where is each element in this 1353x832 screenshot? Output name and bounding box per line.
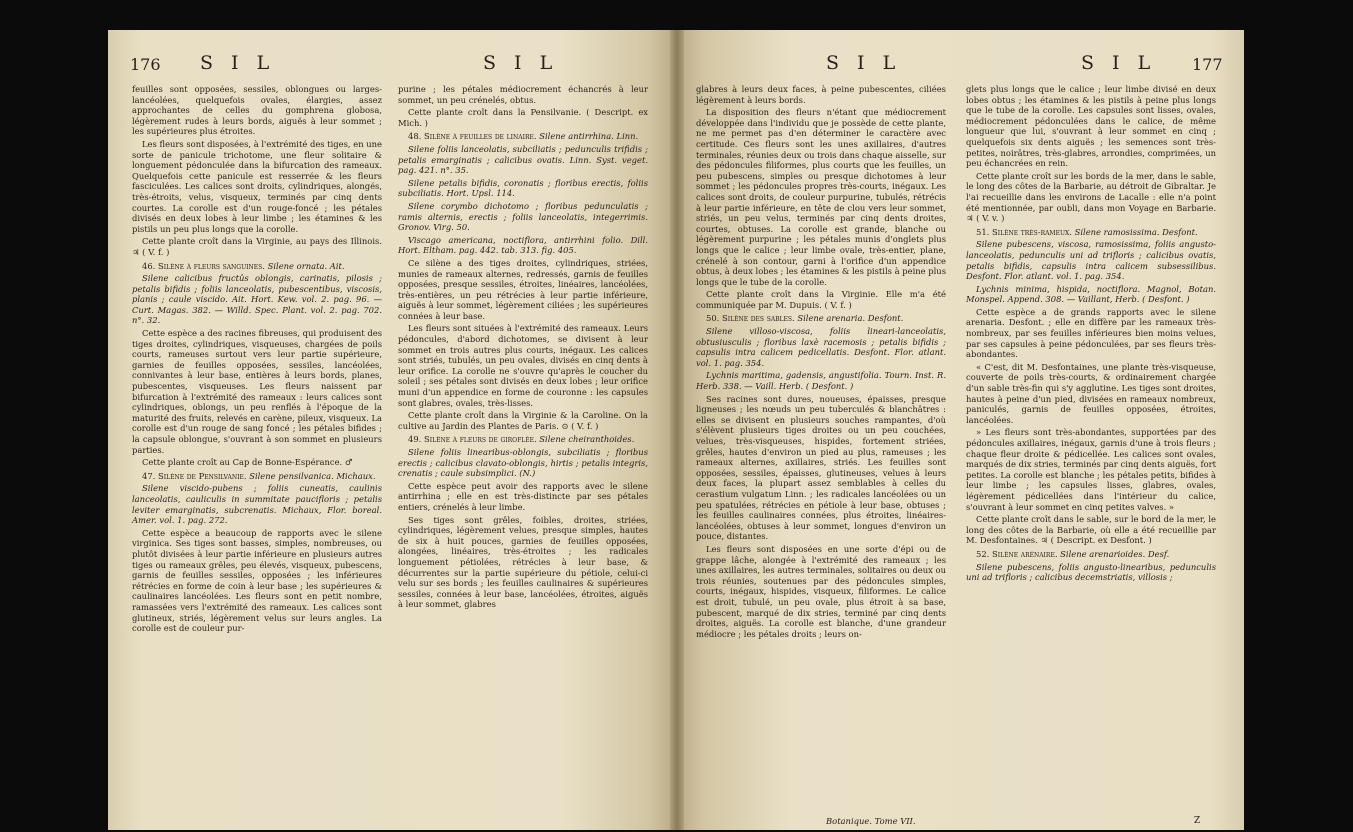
head-word-right-1: S I L xyxy=(826,52,902,74)
species-latin-name: Silene ramosissima. Desfont. xyxy=(1071,226,1198,237)
text-paragraph: Cette plante croît dans la Virginie & la Caroline. On la cultive au Jardin des Plantes de Paris. ⊙ ( V. f. ) xyxy=(398,410,648,431)
species-name: 48. Silène à feuilles de linaire. xyxy=(408,131,537,142)
head-word-left-2: S I L xyxy=(483,52,559,74)
head-word-right-2: S I L xyxy=(1081,52,1157,74)
left-column-1 xyxy=(132,84,382,636)
species-name: 49. Silène à fleurs de giroflée. xyxy=(408,434,537,445)
species-name: 51. Silène très-rameux. xyxy=(976,226,1072,237)
synonymy-paragraph: Silene corymbo dichotomo ; floribus pedunculatis ; ramis alternis, erectis ; foliis lanceolatis, integerrimis. Gronov. Virg. 50. xyxy=(398,200,648,233)
species-entry-heading xyxy=(398,434,648,445)
synonymy-paragraph: Lychnis maritima, gadensis, angustifolia. Tourn. Inst. R. Herb. 338. — Vaill. Herb. ( Desfont. ) xyxy=(696,370,946,392)
synonymy-paragraph: Silene villoso-viscosa, foliis lineari-lanceolatis, obtusiusculis ; floribus laxè racemosis ; petalis bifidis ; capsulis intra calicem pedicellatis. Desfont. Flor. atlant. vol. 1. pag. 354. xyxy=(696,326,946,368)
page-number-right: 177 xyxy=(1192,55,1223,74)
species-entry-heading xyxy=(132,471,382,482)
text-paragraph: glabres à leurs deux faces, à peine pubescentes, ciliées légèrement à leurs bords. xyxy=(696,84,946,105)
book-spread xyxy=(108,30,1245,830)
species-entry-heading xyxy=(966,549,1216,560)
signature-mark: Z xyxy=(1194,816,1201,826)
synonymy-paragraph: Lychnis minima, hispida, noctiflora. Magnol, Botan. Monspel. Append. 308. — Vaillant, Herb. ( Desfont. ) xyxy=(966,283,1216,305)
species-latin-name: Silene arenarioides. Desf. xyxy=(1057,548,1170,559)
right-column-1 xyxy=(696,84,946,641)
text-paragraph: La disposition des fleurs n'étant que médiocrement développée dans l'individu que je possède de cette plante, ne me permet pas d'en déterminer le caractère avec certitude. Ces fleurs sont les unes axillaires, d'autres terminales, réunies deux ou trois dans chaque aisselle, sur des pédoncules filiformes, plus courts que les feuilles, un peu pubescens, simples ou presque dichotomes à leur sommet ; les pédoncules propres très-courts, inégaux. Les calices sont droits, de couleur purpurine, tubulés, rétrécis à leur partie inférieure, en tête de clou vers leur sommet, striés, un peu velus, terminés par cinq dents droites, courtes, obtuses. La corolle est grande, blanche ou légèrement purpurine ; les pétales munis d'onglets plus longs que le calice ; leur limbe ovale, très-entier, plane, crénelé à son contour, garni à l'orifice d'un appendice obtus, à deux lobes ; les étamines & les pistils à peine plus longs que le tube de la corolle. xyxy=(696,107,946,287)
text-paragraph: Cette espèce a beaucoup de rapports avec le silene virginica. Ses tiges sont basses, simples, nombreuses, ou plutôt divisées à leur partie inférieure en plusieurs autres tiges ou rameaux grêles, peu élevés, visqueux, pubescens, garnis de feuilles sessiles, opposées ; les inférieures rétrécies en forme de coin à leur base ; les supérieures & caulinaires lancéolées. Les fleurs sont en petit nombre, ramassées vers l'extrémité des rameaux. Les calices sont glutineux, striés, légèrement velus sur leurs angles. La corolle est de couleur pur- xyxy=(132,527,382,634)
text-paragraph: glets plus longs que le calice ; leur limbe divisé en deux lobes obtus ; les étamines & les pistils à peine plus longs que le tube de la corolle. Les capsules sont lisses, ovales, médiocrement pédonculées dans le calice, de même longueur que lui, s'ouvrant à leur sommet en cinq ; quelquefois six dents aiguës ; les semences sont très-petites, noirâtres, très-glabres, arrondies, comprimées, un peu échancrées en rein. xyxy=(966,84,1216,169)
synonymy-paragraph: Silene foliis linearibus-oblongis, subciliatis ; floribus erectis ; calicibus clavato-oblongis, hirtis ; petalis integris, crenatis ; caule subsimplici. (N.) xyxy=(398,447,648,479)
text-paragraph: Cette espèce peut avoir des rapports avec le silene antirrhina ; elle en est très-distincte par ses pétales entiers, crénelés à leur limbe. xyxy=(398,480,648,512)
left-page xyxy=(108,30,676,830)
species-name: 46. Silène à fleurs sanguines. xyxy=(142,260,265,271)
text-paragraph: Cette espèce a de grands rapports avec le silene arenaria. Desfont. ; elle en diffère par les rameaux très-nombreux, par ses feuilles inférieures bien moins velues, par ses capsules à peine pédonculées, par ses fleurs très-abondantes. xyxy=(966,306,1216,360)
synonymy-paragraph: Silene viscido-pubens ; foliis cuneatis, caulinis lanceolatis, cauliculis in summitate paucifloris ; petalis leviter emarginatis, subcrenatis. Michaux, Flor. boreal. Amer. vol. 1. pag. 272. xyxy=(132,483,382,526)
text-paragraph: Les fleurs sont disposées, à l'extrémité des tiges, en une sorte de panicule trichotome, une fleur solitaire & longuement pédonculée dans la bifurcation des rameaux. Quelquefois cette panicule est resserrée & les fleurs fasciculées. Les calices sont droits, cylindriques, alongés, très-étroits, velus, visqueux, terminés par cinq dents courtes. La corolle est d'un rouge-foncé ; les pétales divisés en deux lobes à leur limbe ; les étamines & les pistils un peu plus longs que la corolle. xyxy=(132,138,382,234)
species-latin-name: Silene pensilvanica. Michaux. xyxy=(246,470,376,481)
synonymy-paragraph: Viscago americana, noctiflora, antirrhini folio. Dill. Hort. Eltham. pag. 442. tab. 313. fig. 405. xyxy=(398,234,648,256)
text-paragraph: purine ; les pétales médiocrement échancrés à leur sommet, un peu crénelés, obtus. xyxy=(398,84,648,105)
book-gutter xyxy=(670,30,684,830)
species-name: 47. Silène de Pensilvanie. xyxy=(142,470,247,481)
species-entry-heading xyxy=(398,131,648,142)
synonymy-paragraph: Silene pubescens, foliis angusto-linearibus, pedunculis uni ad trifloris ; calicibus decemstriatis, villosis ; xyxy=(966,561,1216,583)
volume-footer: Botanique. Tome VII. xyxy=(826,816,916,826)
text-paragraph: Ses tiges sont grêles, foibles, droites, striées, cylindriques, légèrement velues, presque simples, hautes de six à huit pouces, garnies de feuilles opposées, alongées, linéaires, très-étroites ; les radicales longuement pétiolées, rétrécies à leur base, & décurrentes sur la partie supérieure du pétiole, celui-ci velu sur ses bords ; les feuilles caulinaires & supérieures sessiles, connées à leur base, lancéolées, étroites, aiguës à leur sommet, glabres xyxy=(398,514,648,610)
text-paragraph: Cette espèce a des racines fibreuses, qui produisent des tiges droites, cylindriques, visqueuses, chargées de poils courts, rameuses surtout vers leur partie supérieure, garnies de feuilles opposées, sessiles, lancéolées, connivantes à leur base, entières à leurs bords, planes, pubescentes, visqueuses. Les fleurs naissent par bifurcation à l'extrémité des rameaux : leurs calices sont cylindriques, oblongs, un peu renflés à l'époque de la maturité des fruits, relevés en carène, pileux, visqueux. La corolle est d'un rouge de sang foncé ; les pétales bifides ; la capsule oblongue, s'ouvrant à son sommet en plusieurs parties. xyxy=(132,328,382,455)
right-running-head xyxy=(676,52,1244,76)
text-paragraph: Les fleurs sont disposées en une sorte d'épi ou de grappe lâche, alongée à l'extrémité des rameaux ; les unes axillaires, les autres terminales, solitaires ou deux ou trois réunies, soutenues par des pédoncules simples, courts, inégaux, hispides, visqueux, filiformes. Le calice est droit, tubulé, un peu ovale, plus étroit à sa base, pubescent, marqué de dix stries, terminé par cinq dents droites, aiguës. La corolle est blanche, d'une grandeur médiocre ; les pétales droits ; leurs on- xyxy=(696,543,946,639)
synonymy-paragraph: Silene petalis bifidis, coronatis ; floribus erectis, foliis subciliatis. Hort. Upsl. 114. xyxy=(398,177,648,199)
text-paragraph: Cette plante croît dans la Virginie. Elle m'a été communiquée par M. Dupuis. ( V. f. ) xyxy=(696,289,946,310)
synonymy-paragraph: Silene foliis lanceolatis, subciliatis ; pedunculis trifidis ; petalis emarginatis ; calicibus ovatis. Linn. Syst. veget. pag. 421. n°. 35. xyxy=(398,143,648,176)
species-name: 50. Silène des sables. xyxy=(706,313,795,324)
left-running-head xyxy=(108,52,676,76)
text-paragraph: feuilles sont opposées, sessiles, oblongues ou larges-lancéolées, quelquefois ovales, élargies, assez approchantes de celles du gomphrena globosa, légèrement rudes à leurs bords, aiguës à leur sommet ; les supérieures plus étroites. xyxy=(132,84,382,137)
species-latin-name: Silene arenaria. Desfont. xyxy=(794,313,904,324)
page-number-left: 176 xyxy=(130,55,161,74)
species-entry-heading xyxy=(696,313,946,324)
text-paragraph: Ce silène a des tiges droites, cylindriques, striées, munies de rameaux alternes, redressés, garnis de feuilles opposées, presque sessiles, étroites, linéaires, lancéolées, très-entières, un peu rétrécies à leur partie inférieure, aiguës à leur sommet, légèrement ciliées ; les supérieures connées à leur base. xyxy=(398,257,648,321)
species-latin-name: Silene antirrhina. Linn. xyxy=(536,131,639,142)
species-latin-name: Silene ornata. Ait. xyxy=(264,260,345,271)
right-page xyxy=(676,30,1244,830)
synonymy-paragraph: Silene pubescens, viscosa, ramosissima, foliis angusto-lanceolatis, pedunculis uni ad trifloris ; calicibus ovatis, petalis bifidis, capsulis intra calicem subsessilibus. Desfont. Flor. atlant. vol. 1. pag. 354. xyxy=(966,239,1216,282)
species-entry-heading xyxy=(132,261,382,272)
species-latin-name: Silene cheiranthoides. xyxy=(536,434,635,445)
right-column-2 xyxy=(966,84,1216,585)
text-paragraph: Ses racines sont dures, noueuses, épaisses, presque ligneuses ; les nœuds un peu tuberculés & blanchâtres : elles se divisent en plusieurs souches rampantes, d'où s'élèvent plusieurs tiges droites ou un peu couchées, velues, très-visqueuses, hispides, fortement striées, grêles, hautes d'environ un pied au plus, rameuses ; les rameaux alternes, axillaires, striés. Les feuilles sont opposées, sessiles, épaisses, glutineuses, velues à leurs deux faces, la plupart assez semblables à celles du cerastium vulgatum Linn. ; les radicales lancéolées ou un peu spatulées, rétrécies en pétiole à leur base, obtuses ; les feuilles caulinaires connées, plus étroites, linéaires-lancéolées, obtuses à leur sommet, longues d'environ un pouce, distantes. xyxy=(696,393,946,542)
text-paragraph: Cette plante croît dans la Pensilvanie. ( Descript. ex Mich. ) xyxy=(398,107,648,128)
species-name: 52. Silène arénaire. xyxy=(976,548,1058,559)
text-paragraph: Cette plante croît au Cap de Bonne-Espérance. ♂ xyxy=(142,457,353,468)
text-paragraph: » Les fleurs sont très-abondantes, supportées par des pédoncules axillaires, inégaux, garnis d'une à trois fleurs ; chaque fleur droite & pédicellée. Les calices sont ovales, marqués de dix stries, terminés par cinq dents aiguës, fort petites. La corolle est blanche ; les pétales petits, bifides à leur limbe ; les capsules lisses, glabres, ovales, légèrement pédicellées dans l'intérieur du calice, s'ouvrant à leur sommet en cinq petites valves. » xyxy=(966,427,1216,512)
head-word-left-1: S I L xyxy=(200,52,276,74)
synonymy-paragraph: Silene calicibus fructûs oblongis, carinatis, pilosis ; petalis bifidis ; foliis lanceolatis, pubescentibus, viscosis, planis ; caule viscido. Ait. Hort. Kew. vol. 2. pag. 96. — Curt. Magas. 382. — Willd. Spec. Plant. vol. 2. pag. 702. n°. 32. xyxy=(132,273,382,326)
species-entry-heading xyxy=(966,227,1216,238)
text-paragraph: Cette plante croît dans la Virginie, au pays des Illinois. ♃ ( V. f. ) xyxy=(132,236,382,257)
text-paragraph: « C'est, dit M. Desfontaines, une plante très-visqueuse, couverte de poils très-courts, & ordinairement chargée d'un sable très-fin qui s'y agglutine. Les tiges sont droites, hautes à peine d'un pied, divisées en rameaux nombreux, paniculés, garnis de feuilles opposées, étroites, lancéolées. xyxy=(966,361,1216,425)
text-paragraph: Les fleurs sont situées à l'extrémité des rameaux. Leurs pédoncules, d'abord dichotomes, se divisent à leur sommet en trois autres plus courts, inégaux. Les calices sont striés, tubulés, un peu ovales, divisés en cinq dents à leur orifice. La corolle ne s'ouvre qu'après le coucher du soleil ; ses pétales sont divisés en deux lobes ; leur orifice muni d'un appendice en forme de couronne : les capsules sont glabres, ovales, très-lisses. xyxy=(398,323,648,408)
text-paragraph: Cette plante croît dans le sable, sur le bord de la mer, le long des côtes de la Barbarie, où elle a été recueillie par M. Desfontaines. ♃ ( Descript. ex Desfont. ) xyxy=(966,514,1216,546)
left-column-2 xyxy=(398,84,648,612)
text-paragraph: Cette plante croît sur les bords de la mer, dans le sable, le long des côtes de la Barbarie, au détroit de Gibraltar. Je l'ai recueillie dans les environs de Lacalle : elle n'a point été mentionnée, par oubli, dans mon Voyage en Barbarie. ♃ ( V. v. ) xyxy=(966,170,1216,224)
